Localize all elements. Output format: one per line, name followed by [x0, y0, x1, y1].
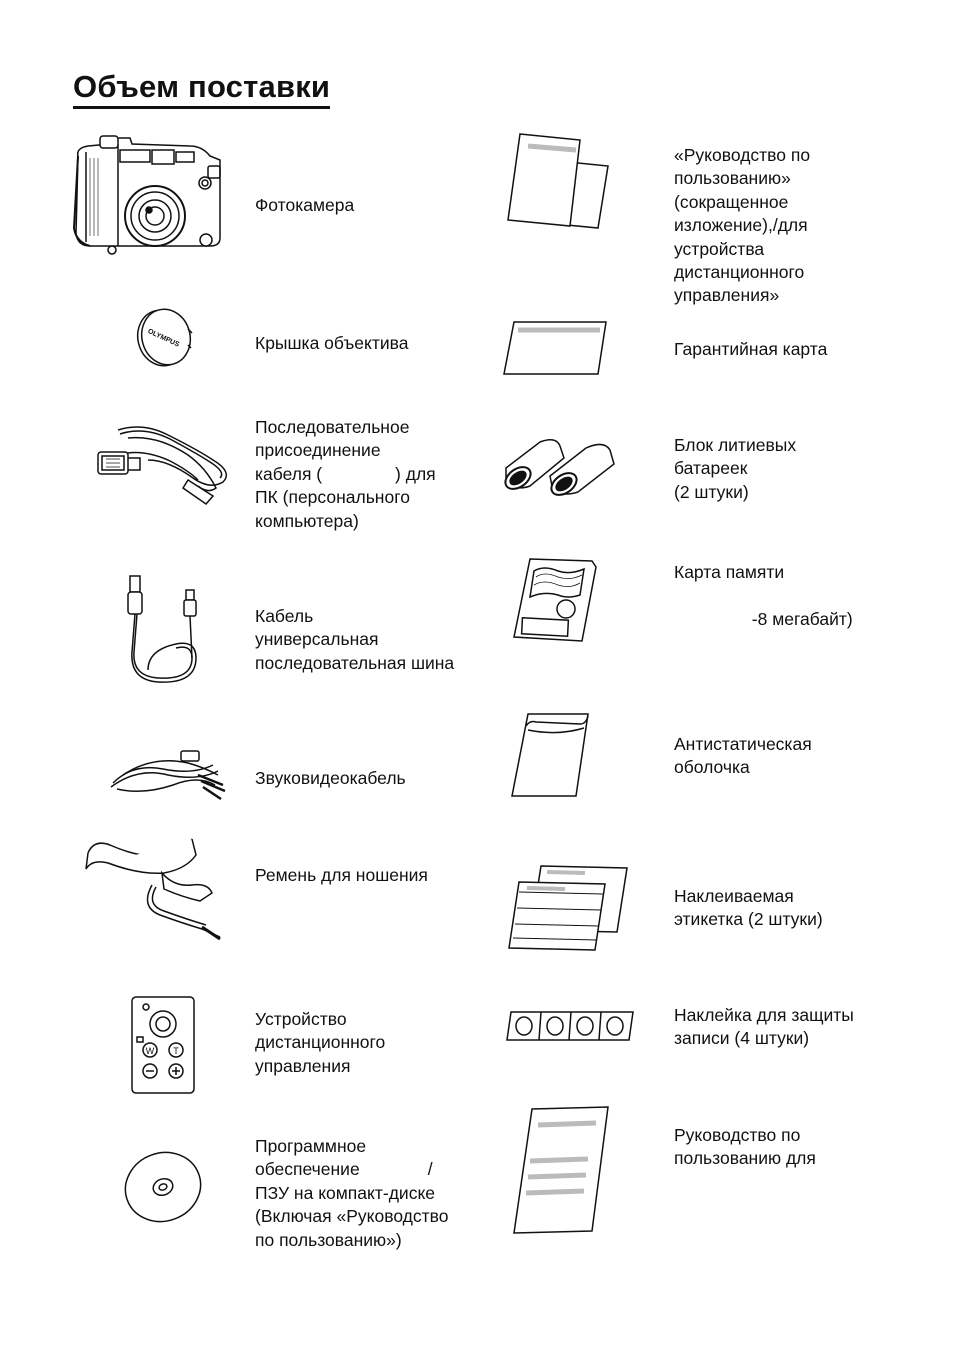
lens-cap-brand: OLYMPUS: [146, 328, 181, 349]
remote-w-label: W: [145, 1046, 155, 1056]
camera-icon: [70, 128, 230, 258]
item-label-warranty-card: Гарантийная карта: [674, 339, 828, 359]
label-sticker-icon: [505, 862, 630, 954]
serial-cable-icon: [88, 420, 238, 510]
av-cable-icon: [103, 745, 233, 805]
item-label-manual-sheet: Руководство по пользованию для: [674, 1125, 816, 1169]
item-label-usb-cable: Кабель универсальная последовательная шина: [255, 606, 455, 673]
item-label-write-protect: Наклейка для защиты записи (4 штуки): [674, 1005, 854, 1049]
item-label-manual-booklet: «Руководство по пользованию» (сокращенное изложение),/для устройства дистанционного управления»: [674, 145, 811, 306]
item-label-cd-rom: Программное обеспечение / ПЗУ на компакт-диске (Включая «Руководство по пользованию»): [255, 1136, 449, 1250]
item-label-serial-cable: Последовательное присоединение кабеля ( ) для ПК (персонального компьютера): [255, 417, 436, 531]
item-label-sticker: Наклеиваемая этикетка (2 штуки): [674, 886, 823, 930]
item-label-av-cable: Звуковидеокабель: [255, 768, 406, 788]
write-protect-sticker-icon: [505, 1008, 635, 1044]
item-label-lens-cap: Крышка объектива: [255, 333, 409, 353]
remote-control-icon: [130, 995, 196, 1095]
usb-cable-icon: [118, 572, 208, 687]
memory-card-icon: [508, 555, 603, 645]
lithium-battery-icon: [500, 432, 630, 502]
item-label-strap: Ремень для ношения: [255, 865, 428, 885]
remote-t-label: T: [173, 1046, 179, 1056]
cd-rom-icon: [122, 1150, 204, 1225]
item-label-batteries: Блок литиевых батареек (2 штуки): [674, 435, 797, 502]
warranty-card-icon: [500, 318, 610, 378]
strap-icon: [82, 835, 227, 945]
page-title: Объем поставки: [73, 68, 330, 109]
item-label-camera: Фотокамера: [255, 195, 355, 215]
lens-cap-icon: [130, 303, 200, 373]
item-label-memory-card: Карта памяти -8 мегабайт): [674, 562, 853, 629]
item-label-antistatic: Антистатическая оболочка: [674, 734, 812, 778]
manual-sheet-icon: [508, 1105, 613, 1235]
antistatic-case-icon: [508, 710, 593, 800]
manual-booklet-icon: [500, 130, 610, 230]
item-label-remote: Устройство дистанционного управления: [255, 1009, 386, 1076]
